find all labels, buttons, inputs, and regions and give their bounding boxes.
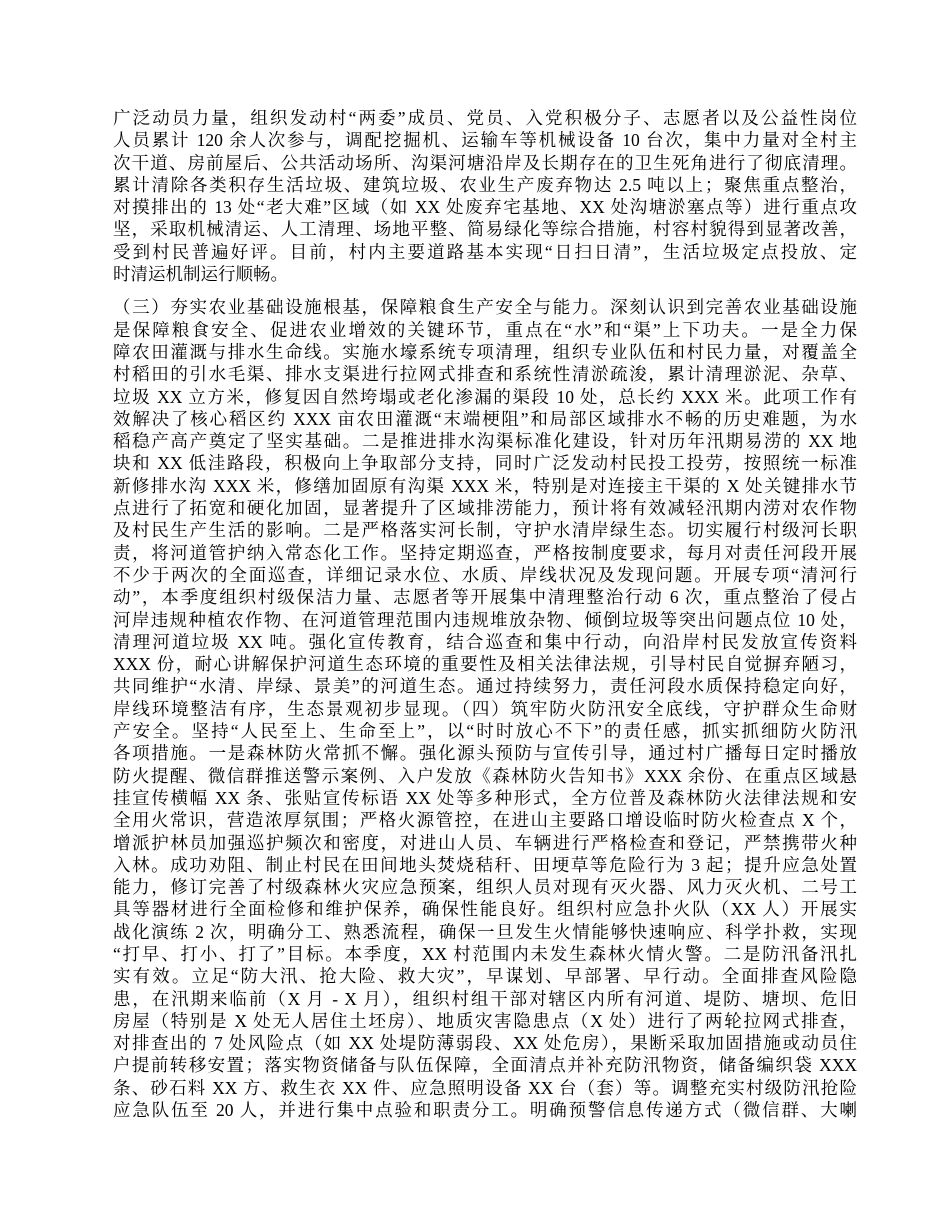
text-line: 不少于两次的全面巡查，详细记录水位、水质、岸线状况及发现问题。开展专项“清河行: [113, 564, 857, 585]
text-line: 共同维护“水清、岸绿、景美”的河道生态。通过持续努力，责任河段水质保持稳定向好，: [113, 676, 857, 697]
text-line: 应急队伍至 20 人，并进行集中点验和职责分工。明确预警信息传递方式（微信群、大喇: [113, 1100, 857, 1121]
text-line: 稻稳产高产奠定了坚实基础。二是推进排水沟渠标准化建设，针对历年汛期易涝的 XX 地: [113, 431, 857, 452]
text-line: （三）夯实农业基础设施根基，保障粮食生产安全与能力。深刻认识到完善农业基础设施: [113, 297, 857, 318]
text-line: 河岸违规种植农作物、在河道管理范围内违规堆放杂物、倾倒垃圾等突出问题点位 10 处，: [113, 609, 857, 630]
text-line: 及村民生产生活的影响。二是严格落实河长制，守护水清岸绿生态。切实履行村级河长职: [113, 520, 857, 541]
text-line: 是保障粮食安全、促进农业增效的关键环节，重点在“水”和“渠”上下功夫。一是全力保: [113, 319, 857, 340]
text-line: 战化演练 2 次，明确分工、熟悉流程，确保一旦发生火情能够快速响应、科学扑救，实现: [113, 921, 857, 942]
text-line: 人员累计 120 余人次参与，调配挖掘机、运输车等机械设备 10 台次，集中力量对全村主: [113, 130, 857, 151]
text-line: 增派护林员加强巡护频次和密度，对进山人员、车辆进行严格检查和登记，严禁携带火种: [113, 832, 857, 853]
text-line: 户提前转移安置；落实物资储备与队伍保障，全面清点并补充防汛物资，储备编织袋 XXX: [113, 1055, 857, 1076]
document-text: [113, 107, 857, 1121]
text-line: 责，将河道管护纳入常态化工作。坚持定期巡查，严格按制度要求，每月对责任河段开展: [113, 542, 857, 563]
text-line: 房屋（特别是 X 处无人居住土坯房）、地质灾害隐患点（X 处）进行了两轮拉网式排查，: [113, 1010, 857, 1031]
text-line: 村稻田的引水毛渠、排水支渠进行拉网式排查和系统性清淤疏浚，累计清理淤泥、杂草、: [113, 364, 857, 385]
text-line: 次干道、房前屋后、公共活动场所、沟渠河塘沿岸及长期存在的卫生死角进行了彻底清理。: [113, 152, 857, 173]
text-line: 新修排水沟 XXX 米，修缮加固原有沟渠 XXX 米，特别是对连接主干渠的 X 处关键排水节: [113, 475, 857, 496]
text-line: 动”，本季度组织村级保洁力量、志愿者等开展集中清理整治行动 6 次，重点整治了侵占: [113, 587, 857, 608]
text-line: 对摸排出的 13 处“老大难”区域（如 XX 处废弃宅基地、XX 处沟塘淤塞点等）进行重点攻: [113, 197, 857, 218]
text-line: 时清运机制运行顺畅。: [113, 264, 288, 285]
text-line: 受到村民普遍好评。目前，村内主要道路基本实现“日扫日清”，生活垃圾定点投放、定: [113, 241, 857, 262]
paragraph-agriculture-and-safety: [113, 296, 857, 1121]
text-line: 岸线环境整洁有序，生态景观初步显现。（四）筑牢防火防汛安全底线，守护群众生命财: [113, 698, 857, 719]
text-line: 障农田灌溉与排水生命线。实施水壕系统专项清理，组织专业队伍和村民力量，对覆盖全: [113, 341, 857, 362]
paragraph-environment-cleanup: [113, 107, 857, 285]
text-line: 点进行了拓宽和硬化加固，显著提升了区域排涝能力，预计将有效减轻汛期内涝对农作物: [113, 498, 857, 519]
text-line: 累计清除各类积存生活垃圾、建筑垃圾、农业生产废弃物达 2.5 吨以上；聚焦重点整治，: [113, 174, 857, 195]
text-line: 能力，修订完善了村级森林火灾应急预案，组织人员对现有灭火器、风力灭火机、二号工: [113, 877, 857, 898]
text-line: 入林。成功劝阻、制止村民在田间地头焚烧秸秆、田埂草等危险行为 3 起；提升应急处置: [113, 854, 857, 875]
text-line: 防火提醒、微信群推送警示案例、入户发放《森林防火告知书》XXX 余份、在重点区域悬: [113, 765, 857, 786]
text-line: 垃圾 XX 立方米，修复因自然垮塌或老化渗漏的渠段 10 处，总长约 XXX 米。此项工作有: [113, 386, 857, 407]
text-line: 广泛动员力量，组织发动村“两委”成员、党员、入党积极分子、志愿者以及公益性岗位: [113, 108, 857, 128]
text-line: 坚，采取机械清运、人工清理、场地平整、简易绿化等综合措施，村容村貌得到显著改善，: [113, 219, 857, 240]
text-line: 患，在汛期来临前（X 月 - X 月），组织村组干部对辖区内所有河道、堤防、塘坝、危旧: [113, 988, 857, 1009]
text-line: 块和 XX 低洼路段，积极向上争取部分支持，同时广泛发动村民投工投劳，按照统一标准: [113, 453, 857, 474]
text-line: 全用火常识，营造浓厚氛围；严格火源管控，在进山主要路口增设临时防火检查点 X 个，: [113, 810, 857, 831]
text-line: 产安全。坚持“人民至上、生命至上”，以“时时放心不下”的责任感，抓实抓细防火防汛: [113, 721, 857, 742]
text-line: 对排查出的 7 处风险点（如 XX 处堤防薄弱段、XX 处危房），果断采取加固措施或动员住: [113, 1033, 857, 1054]
text-line: 各项措施。一是森林防火常抓不懈。强化源头预防与宣传引导，通过村广播每日定时播放: [113, 743, 857, 764]
text-line: “打早、打小、打了”目标。本季度，XX 村范围内未发生森林火情火警。二是防汛备汛扎: [113, 943, 857, 964]
text-line: 具等器材进行全面检修和维护保养，确保性能良好。组织村应急扑火队（XX 人）开展实: [113, 899, 857, 920]
text-line: 挂宣传横幅 XX 条、张贴宣传标语 XX 处等多种形式，全方位普及森林防火法律法规和安: [113, 787, 857, 808]
text-line: 条、砂石料 XX 方、救生衣 XX 件、应急照明设备 XX 台（套）等。调整充实村级防汛抢险: [113, 1077, 857, 1098]
text-line: 实有效。立足“防大汛、抢大险、救大灾”，早谋划、早部署、早行动。全面排查风险隐: [113, 966, 857, 987]
text-line: 效解决了核心稻区约 XXX 亩农田灌溉“末端梗阻”和局部区域排水不畅的历史难题，为水: [113, 408, 857, 429]
text-line: XXX 份，耐心讲解保护河道生态环境的重要性及相关法律法规，引导村民自觉摒弃陋习，: [113, 654, 857, 675]
text-line: 清理河道垃圾 XX 吨。强化宣传教育，结合巡查和集中行动，向沿岸村民发放宣传资料: [113, 631, 857, 652]
